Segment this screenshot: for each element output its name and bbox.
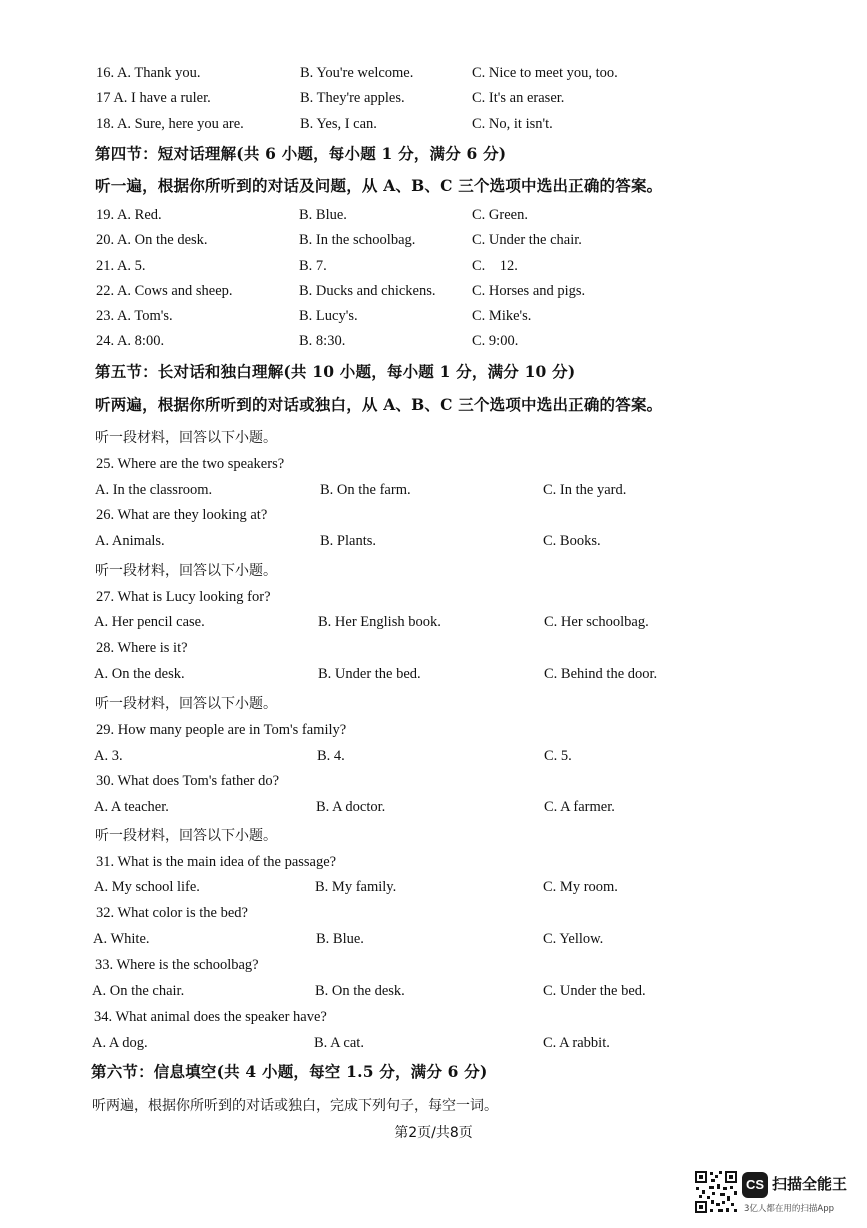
question-32-options (0, 927, 867, 951)
option-a: 22. A. Cows and sheep. (96, 283, 233, 299)
watermark-brand: 扫描全能王 (772, 1175, 848, 1193)
question-24 (0, 329, 867, 353)
option-a: A. A dog. (92, 1035, 148, 1051)
option-c: C. 9:00. (472, 333, 519, 349)
option-b: B. In the schoolbag. (299, 232, 416, 248)
question-32-stem (0, 901, 867, 925)
question-text: 26. What are they looking at? (96, 507, 268, 523)
material-note: 听一段材料，回答以下小题。 (95, 828, 277, 844)
camscanner-logo: CS (742, 1172, 768, 1198)
option-b: B. Plants. (320, 533, 376, 549)
option-b: B. 7. (299, 258, 327, 274)
section-5-instruction: 听两遍，根据你所听到的对话或独白，从 A、B、C 三个选项中选出正确的答案。 (95, 395, 663, 414)
question-27-options (0, 610, 867, 634)
question-21 (0, 254, 867, 278)
question-23 (0, 304, 867, 328)
option-c: C. Nice to meet you, too. (472, 65, 618, 81)
question-text: 27. What is Lucy looking for? (96, 589, 271, 605)
question-18 (0, 112, 867, 136)
option-a: A. A teacher. (94, 799, 169, 815)
option-a: A. Her pencil case. (94, 614, 205, 630)
question-text: 32. What color is the bed? (96, 905, 248, 921)
material-note: 听一段材料，回答以下小题。 (95, 430, 277, 446)
option-c: C. Her schoolbag. (544, 614, 649, 630)
option-b: B. Her English book. (318, 614, 441, 630)
option-b: B. On the desk. (315, 983, 405, 999)
section-6-instruction: 听两遍，根据你所听到的对话或独白，完成下列句子，每空一词。 (92, 1098, 498, 1114)
question-30-options (0, 795, 867, 819)
option-b: B. 8:30. (299, 333, 346, 349)
option-b: B. My family. (315, 879, 397, 895)
question-31-options (0, 875, 867, 899)
question-16 (0, 61, 867, 85)
question-28-options (0, 662, 867, 686)
question-28-stem (0, 636, 867, 660)
option-c: C. It's an eraser. (472, 90, 565, 106)
section-4-instruction: 听一遍，根据你所听到的对话及问题，从 A、B、C 三个选项中选出正确的答案。 (95, 176, 663, 195)
question-29-stem (0, 718, 867, 742)
option-a: 19. A. Red. (96, 207, 162, 223)
question-text: 33. Where is the schoolbag? (95, 957, 259, 973)
question-20 (0, 228, 867, 252)
question-text: 34. What animal does the speaker have? (94, 1009, 327, 1025)
question-text: 25. Where are the two speakers? (96, 456, 285, 472)
question-text: 30. What does Tom's father do? (96, 773, 280, 789)
section-4-heading: 第四节：短对话理解(共 6 小题，每小题 1 分，满分 6 分) (95, 144, 507, 163)
question-34-options (0, 1031, 867, 1055)
option-a: A. White. (93, 931, 150, 947)
option-c: C. Horses and pigs. (472, 283, 586, 299)
option-c: C. A rabbit. (543, 1035, 610, 1051)
option-c: C. Behind the door. (544, 666, 658, 682)
option-a: 23. A. Tom's. (96, 308, 173, 324)
qr-code-icon (694, 1170, 738, 1214)
option-a: A. My school life. (94, 879, 200, 895)
option-c: C. Green. (472, 207, 528, 223)
option-a: 20. A. On the desk. (96, 232, 208, 248)
option-a: A. On the desk. (94, 666, 185, 682)
question-30-stem (0, 769, 867, 793)
option-c: C. In the yard. (543, 482, 627, 498)
question-29-options (0, 744, 867, 768)
option-b: B. Ducks and chickens. (299, 283, 436, 299)
option-b: B. You're welcome. (300, 65, 414, 81)
question-text: 29. How many people are in Tom's family? (96, 722, 347, 738)
option-b: B. They're apples. (300, 90, 405, 106)
option-b: B. 4. (317, 748, 345, 764)
option-c: C. No, it isn't. (472, 116, 553, 132)
option-c: C. Books. (543, 533, 601, 549)
option-b: B. On the farm. (320, 482, 411, 498)
question-31-stem (0, 850, 867, 874)
question-19 (0, 203, 867, 227)
option-a: 21. A. 5. (96, 258, 146, 274)
option-a: A. In the classroom. (95, 482, 213, 498)
option-c: C. Under the chair. (472, 232, 582, 248)
option-a: 16. A. Thank you. (96, 65, 201, 81)
option-b: B. A cat. (314, 1035, 364, 1051)
section-6-heading: 第六节：信息填空(共 4 小题，每空 1.5 分，满分 6 分) (91, 1062, 488, 1081)
option-c: C. 12. (472, 258, 518, 274)
option-a: 18. A. Sure, here you are. (96, 116, 244, 132)
question-17 (0, 86, 867, 110)
question-34-stem (0, 1005, 867, 1029)
question-25-options (0, 478, 867, 502)
watermark-tagline: 3亿人都在用的扫描App (744, 1204, 835, 1214)
question-33-stem (0, 953, 867, 977)
option-a: 17 A. I have a ruler. (96, 90, 211, 106)
question-26-stem (0, 503, 867, 527)
question-27-stem (0, 585, 867, 609)
material-note: 听一段材料，回答以下小题。 (95, 696, 277, 712)
option-c: C. A farmer. (544, 799, 615, 815)
option-c: C. Yellow. (543, 931, 604, 947)
material-note: 听一段材料，回答以下小题。 (95, 563, 277, 579)
option-b: B. Under the bed. (318, 666, 421, 682)
option-a: A. On the chair. (92, 983, 185, 999)
option-b: B. Lucy's. (299, 308, 358, 324)
option-b: B. Blue. (316, 931, 364, 947)
option-b: B. Blue. (299, 207, 347, 223)
question-26-options (0, 529, 867, 553)
option-a: A. Animals. (95, 533, 165, 549)
option-c: C. 5. (544, 748, 572, 764)
section-5-heading: 第五节：长对话和独白理解(共 10 小题，每小题 1 分，满分 10 分) (95, 362, 576, 381)
question-text: 31. What is the main idea of the passage? (96, 854, 337, 870)
option-c: C. Mike's. (472, 308, 532, 324)
option-c: C. My room. (543, 879, 618, 895)
question-text: 28. Where is it? (96, 640, 188, 656)
option-a: 24. A. 8:00. (96, 333, 165, 349)
option-b: B. A doctor. (316, 799, 386, 815)
option-c: C. Under the bed. (543, 983, 646, 999)
question-22 (0, 279, 867, 303)
page-number: 第2页/共8页 (394, 1125, 473, 1141)
question-33-options (0, 979, 867, 1003)
question-25-stem (0, 452, 867, 476)
option-a: A. 3. (94, 748, 123, 764)
option-b: B. Yes, I can. (300, 116, 377, 132)
